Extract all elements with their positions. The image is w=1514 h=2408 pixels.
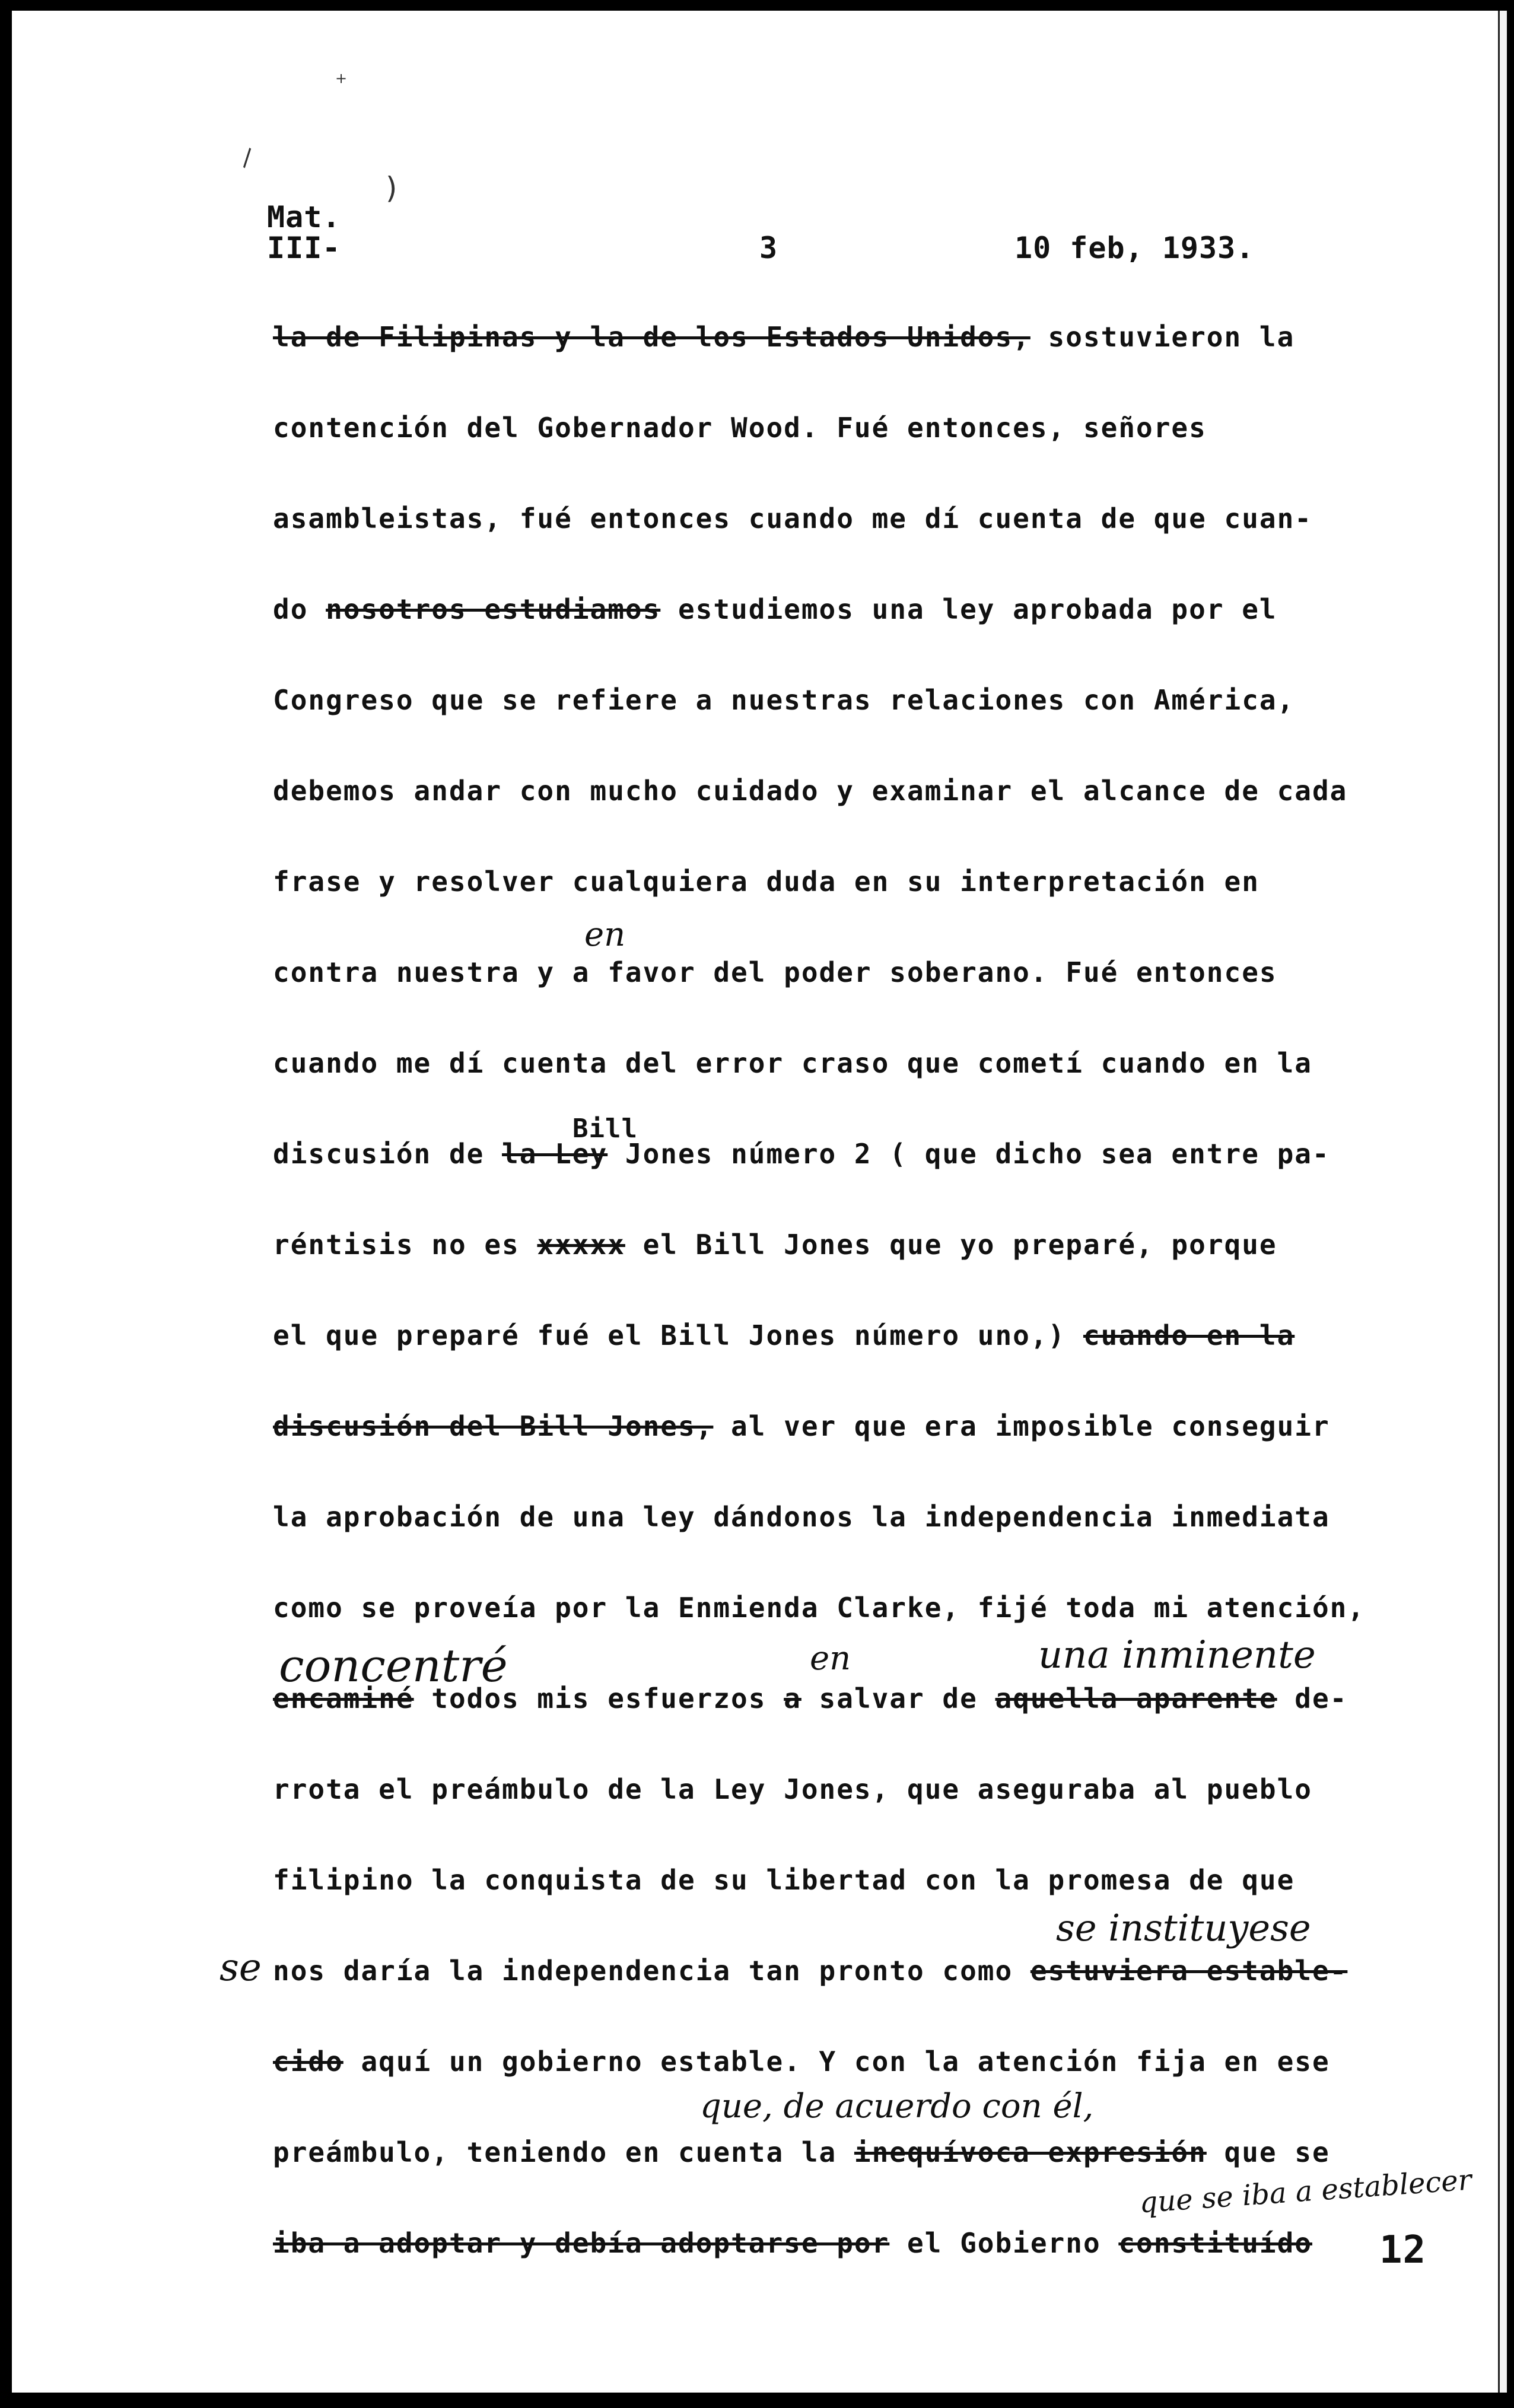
insert-en: en [584, 915, 626, 954]
line-text: discusión de [273, 1138, 502, 1170]
body-line-19 [273, 1953, 1347, 1989]
body-line-11 [273, 1227, 1277, 1262]
line-text: sostuvieron la [1030, 321, 1295, 353]
stray-mark: ) [386, 171, 397, 205]
line-text: estudiemos una ley aprobada por el [660, 593, 1277, 625]
insert-en-2: en [810, 1639, 851, 1678]
line-text: que se [1206, 2136, 1330, 2168]
struck-text: a [784, 1682, 801, 1714]
struck-text: inequívoca expresión [854, 2136, 1207, 2168]
line-text: cuando me dí cuenta del error craso que cometí cuando en la [273, 1047, 1312, 1079]
page-number: 3 [759, 231, 778, 265]
body-line-12 [273, 1318, 1294, 1353]
body-line-1 [273, 319, 1294, 355]
line-text: nos daría la independencia tan pronto como [273, 1955, 1030, 1987]
struck-text: cuando en la [1083, 1319, 1295, 1351]
line-text: preámbulo, teniendo en cuenta la [273, 2136, 854, 2168]
body-line-2 [273, 410, 1207, 446]
insert-que-de-acuerdo: que, de acuerdo con él, [700, 2087, 1094, 2126]
insert-concentre: concentré [279, 1639, 508, 1692]
line-text: rrota el preámbulo de la Ley Jones, que aseguraba al pueblo [273, 1773, 1312, 1805]
stray-mark: + [335, 70, 348, 87]
folio-number: 12 [1379, 2228, 1427, 2272]
body-line-18 [273, 1862, 1294, 1898]
body-line-9 [273, 1045, 1312, 1081]
struck-text: la Ley [502, 1138, 608, 1170]
struck-text: estuviera estable- [1030, 1955, 1348, 1987]
body-line-15 [273, 1590, 1365, 1626]
body-line-14 [273, 1499, 1330, 1535]
struck-text: nosotros estudiamos [326, 593, 661, 625]
section-label-2: III- [267, 231, 341, 265]
line-text: filipino la conquista de su libertad con la promesa de que [273, 1864, 1295, 1896]
line-text: de- [1277, 1682, 1348, 1714]
stray-mark: \ [236, 144, 259, 171]
struck-text: encaminé [273, 1682, 414, 1714]
line-text: el Bill Jones que yo preparé, porque [625, 1229, 1277, 1261]
document-page [12, 11, 1498, 2393]
margin-se: se [220, 1946, 262, 1990]
line-text: Congreso que se refiere a nuestras relaciones con América, [273, 684, 1295, 716]
body-line-10 [273, 1136, 1330, 1172]
line-text: todos mis esfuerzos [414, 1682, 784, 1714]
body-line-16 [273, 1681, 1347, 1716]
body-line-3 [273, 501, 1312, 536]
insert-que-se-iba: que se iba a establecer [1138, 2163, 1473, 2220]
page-edge [1498, 11, 1507, 2393]
struck-text: discusión del Bill Jones, [273, 1410, 714, 1442]
line-text: contención del Gobernador Wood. Fué entonces, señores [273, 412, 1207, 444]
line-text: frase y resolver cualquiera duda en su interpretación en [273, 866, 1259, 898]
insert-una-inminente: una inminente [1038, 1633, 1316, 1677]
insert-bill: Bill [572, 1114, 638, 1144]
struck-text: iba a adoptar y debía adoptarse por [273, 2227, 890, 2259]
body-line-4 [273, 591, 1277, 627]
struck-text: aquella aparente [995, 1682, 1277, 1714]
line-text: al ver que era imposible conseguir [713, 1410, 1330, 1442]
struck-text: constituído [1118, 2227, 1312, 2259]
body-line-22 [273, 2225, 1312, 2261]
struck-text: xxxxx [537, 1229, 625, 1261]
body-line-21 [273, 2135, 1330, 2170]
line-text: asambleistas, fué entonces cuando me dí cuenta de que cuan- [273, 502, 1312, 535]
line-text: el que preparé fué el Bill Jones número uno,) [273, 1319, 1083, 1351]
body-line-6 [273, 773, 1347, 809]
line-text: como se proveía por la Enmienda Clarke, fijé toda mi atención, [273, 1592, 1366, 1624]
body-line-13 [273, 1408, 1330, 1444]
date: 10 feb, 1933. [1014, 231, 1255, 265]
line-text: aquí un gobierno estable. Y con la atención fija en ese [343, 2046, 1330, 2078]
insert-se-instituyese: se instituyese [1056, 1906, 1311, 1949]
body-line-20 [273, 2044, 1330, 2079]
line-text: salvar de [801, 1682, 995, 1714]
struck-text: cido [273, 2046, 343, 2078]
line-text: el Gobierno [889, 2227, 1119, 2259]
line-text: debemos andar con mucho cuidado y examinar el alcance de cada [273, 775, 1348, 807]
line-text: la aprobación de una ley dándonos la independencia inmediata [273, 1501, 1330, 1533]
section-label: Mat. [267, 200, 341, 234]
body-line-17 [273, 1771, 1312, 1807]
struck-text: la de Filipinas y la de los Estados Unidos, [273, 321, 1030, 353]
body-line-8 [273, 955, 1277, 990]
line-text: Jones número 2 ( que dicho sea entre pa- [607, 1138, 1330, 1170]
line-text: do [273, 593, 326, 625]
line-text: contra nuestra y a favor del poder soberano. Fué entonces [273, 956, 1277, 988]
line-text: réntisis no es [273, 1229, 537, 1261]
body-line-7 [273, 864, 1259, 899]
body-line-5 [273, 682, 1294, 718]
